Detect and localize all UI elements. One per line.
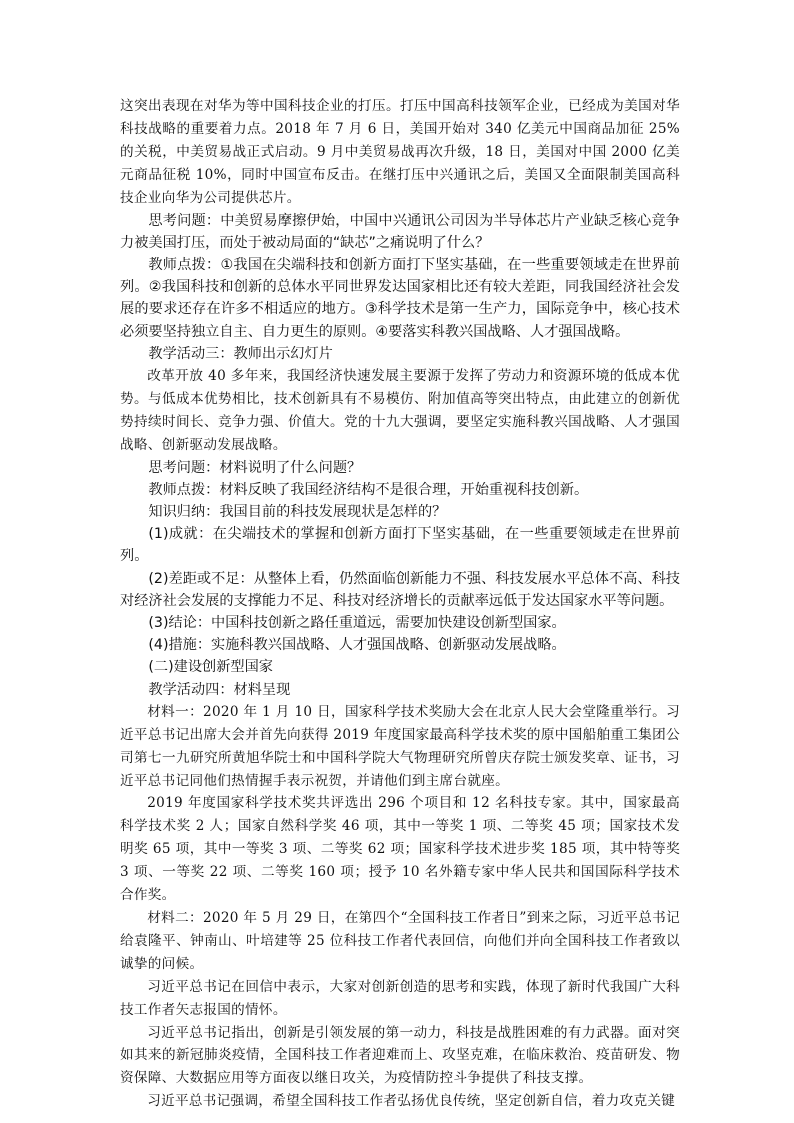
paragraph-slide-material: 改革开放 40 多年来，我国经济快速发展主要源于发挥了劳动力和资源环境的低成本优势。与低成本优势相比，技术创新具有不易模仿、附加值高等突出特点，由此建立的创新优势持续时间长、竞争力强、价值大。党的十九大强调，要坚定实施科教兴国战略、人才强国战略、创新驱动发展战略。 [120, 367, 680, 453]
document-page [120, 95, 680, 1113]
paragraph-innovation-first-driver: 习近平总书记指出，创新是引领发展的第一动力，科技是战胜困难的有力武器。面对突如其来的新冠肺炎疫情，全国科技工作者迎难而上、攻坚克难，在临床救治、疫苗研发、物资保障、大数据应用等方面夜以继日攻关，为疫情防控斗争提供了科技支撑。 [120, 1024, 680, 1087]
paragraph-teacher-guidance-2: 教师点拨：材料反映了我国经济结构不是很合理，开始重视科技创新。 [148, 481, 589, 498]
paragraph-conclusion: (3)结论：中国科技创新之路任重道远，需要加快建设创新型国家。 [148, 615, 566, 631]
paragraph-material-1: 材料一：2020 年 1 月 10 日，国家科学技术奖励大会在北京人民大会堂隆重举行。习近平总书记出席大会并首先向获得 2019 年度国家最高科学技术奖的原中国船舶重工集团公司第七一九研究所黄旭华院士和中国科学院大气物理研究所曾庆存院士颁发奖章、证书，习近平总书记同他们热情握手表示祝贺，并请他们到主席台就座。 [120, 703, 680, 789]
paragraph-knowledge-summary: 知识归纳：我国目前的科技发展现状是怎样的？ [148, 503, 447, 520]
paragraph-think-question-1: 思考问题：中美贸易摩擦伊始，中国中兴通讯公司因为半导体芯片产业缺乏核心竞争力被美国打压，而处于被动局面的“缺芯”之痛说明了什么？ [120, 212, 680, 251]
paragraph-teacher-guidance-1: 教师点拨：①我国在尖端科技和创新方面打下坚实基础，在一些重要领域走在世界前列。②我国科技和创新的总体水平同世界发达国家相比还有较大差距，同我国经济社会发展的要求还存在许多不相适应的地方。③科学技术是第一生产力，国际竞争中，核心技术必须要坚持独立自主、自力更生的原则。④要落实科教兴国战略、人才强国战略。 [120, 256, 680, 340]
paragraph-intro-crackdown: 这突出表现在对华为等中国科技企业的打压。打压中国高科技领军企业，已经成为美国对华科技战略的重要着力点。2018 年 7 月 6 日，美国开始对 340 亿美元中国商品加征 25%的关税，中美贸易战正式启动。9 月中美贸易战再次升级，18 日，美国对中国 2000 亿美元商品征税 10%，同时中国宣布反击。在继打压中兴通讯之后，美国又全面限制美国高科技企业向华为公司提供芯片。 [120, 98, 680, 206]
paragraph-achievement: (1)成就：在尖端技术的掌握和创新方面打下坚实基础，在一些重要领域走在世界前列。 [120, 526, 680, 565]
paragraph-measures: (4)措施：实施科教兴国战略、人才强国战略、创新驱动发展战略。 [148, 637, 566, 654]
paragraph-award-statistics: 2019 年度国家科学技术奖共评选出 296 个项目和 12 名科技专家。其中，国家最高科学技术奖 2 人；国家自然科学奖 46 项，其中一等奖 1 项、二等奖 45 项；国家技术发明奖 65 项，其中一等奖 3 项、二等奖 62 项；国家科学技术进步奖 185 项，其中特等奖 3 项、一等奖 22 项、二等奖 160 项；授予 10 名外籍专家中华人民共和国国际科学技术合作奖。 [120, 795, 680, 904]
section-heading-innovation-country: (二)建设创新型国家 [148, 659, 273, 676]
paragraph-emphasis: 习近平总书记强调，希望全国科技工作者弘扬优良传统，坚定创新自信，着力攻克关键 [147, 1093, 676, 1110]
paragraph-think-question-2: 思考问题：材料说明了什么问题？ [148, 459, 362, 476]
paragraph-material-2: 材料二：2020 年 5 月 29 日，在第四个“全国科技工作者日”到来之际，习近平总书记给袁隆平、钟南山、叶培建等 25 位科技工作者代表回信，向他们并向全国科技工作者致以诚挚的问候。 [120, 909, 680, 972]
paragraph-gap: (2)差距或不足：从整体上看，仍然面临创新能力不强、科技发展水平总体不高、科技对经济社会发展的支撑能力不足、科技对经济增长的贡献率远低于发达国家水平等问题。 [120, 570, 680, 609]
paragraph-reply-letter: 习近平总书记在回信中表示，大家对创新创造的思考和实践，体现了新时代我国广大科技工作者矢志报国的情怀。 [120, 978, 680, 1018]
paragraph-activity-4-heading: 教学活动四：材料呈现 [148, 681, 291, 698]
paragraph-activity-3-heading: 教学活动三：教师出示幻灯片 [148, 345, 333, 362]
